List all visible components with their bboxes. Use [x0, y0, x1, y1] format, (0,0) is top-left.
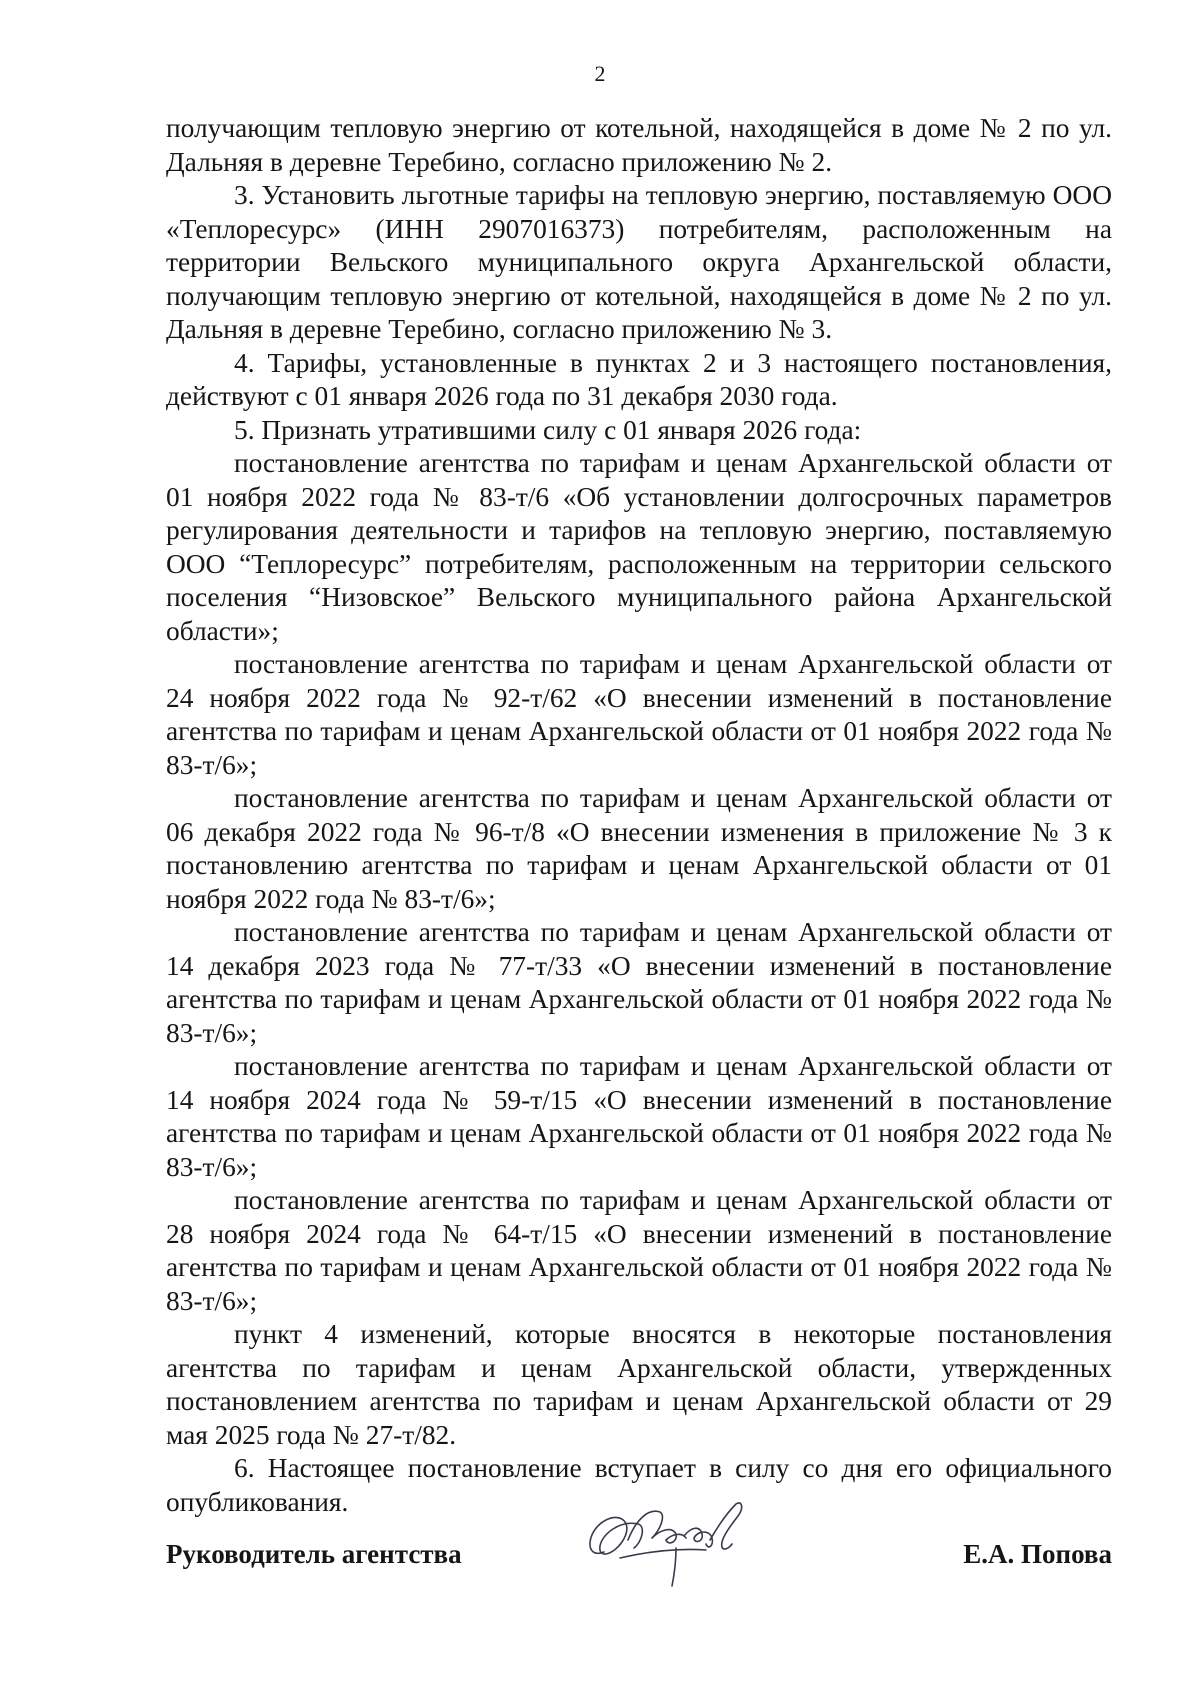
repealed-act-4: постановление агентства по тарифам и ценам Архангельской области от 14 декабря 2023 года № 77-т/33 «О внесении изменений в постановление агентства по тарифам и ценам Архангельской области от 01 ноября 2022 года № 83-т/6»;: [166, 917, 1112, 1048]
signer-title: Руководитель агентства: [166, 1539, 462, 1569]
paragraph-continuation: получающим тепловую энергию от котельной, находящейся в доме № 2 по ул. Дальняя в деревне Теребино, согласно приложению № 2.: [166, 113, 1112, 177]
repealed-act-6: постановление агентства по тарифам и ценам Архангельской области от 28 ноября 2024 года № 64-т/15 «О внесении изменений в постановление агентства по тарифам и ценам Архангельской области от 01 ноября 2022 года № 83-т/6»;: [166, 1185, 1112, 1316]
repealed-act-3: постановление агентства по тарифам и ценам Архангельской области от 06 декабря 2022 года № 96-т/8 «О внесении изменения в приложение № 3 к постановлению агентства по тарифам и ценам Архангельской области от 01 ноября 2022 года № 83-т/6»;: [166, 783, 1112, 914]
paragraph-item-3: 3. Установить льготные тарифы на тепловую энергию, поставляемую ООО «Теплоресурс» (ИНН 2907016373) потребителям, расположенным на территории Вельского муниципального округа Архангельской области, получающим тепловую энергию от котельной, находящейся в доме № 2 по ул. Дальняя в деревне Теребино, согласно приложению № 3.: [166, 180, 1112, 344]
repealed-act-1: постановление агентства по тарифам и ценам Архангельской области от 01 ноября 2022 года № 83-т/6 «Об установлении долгосрочных параметров регулирования деятельности и тарифов на тепловую энергию, поставляемую ООО “Теплоресурс” потребителям, расположенным на территории сельского поселения “Низовское” Вельского муниципального района Архангельской области»;: [166, 448, 1112, 646]
repealed-act-7: пункт 4 изменений, которые вносятся в некоторые постановления агентства по тарифам и ценам Архангельской области, утвержденных постановлением агентства по тарифам и ценам Архангельской области от 29 мая 2025 года № 27-т/82.: [166, 1319, 1112, 1450]
signer-name: Е.А. Попова: [963, 1539, 1112, 1569]
paragraph-item-5: 5. Признать утратившими силу с 01 января 2026 года:: [234, 414, 862, 445]
paragraph-item-4: 4. Тарифы, установленные в пунктах 2 и 3 настоящего постановления, действуют с 01 января 2026 года по 31 декабря 2030 года.: [166, 347, 1112, 411]
repealed-act-2: постановление агентства по тарифам и ценам Архангельской области от 24 ноября 2022 года № 92-т/62 «О внесении изменений в постановление агентства по тарифам и ценам Архангельской области от 01 ноября 2022 года № 83-т/6»;: [166, 649, 1112, 780]
page-number: 2: [594, 61, 606, 86]
handwritten-signature: [576, 1490, 756, 1590]
document-body: [166, 112, 1112, 1519]
paragraph-item-6: 6. Настоящее постановление вступает в силу со дня его официального опубликования.: [166, 1453, 1112, 1517]
signature-block: [166, 1490, 1112, 1600]
repealed-act-5: постановление агентства по тарифам и ценам Архангельской области от 14 ноября 2024 года № 59-т/15 «О внесении изменений в постановление агентства по тарифам и ценам Архангельской области от 01 ноября 2022 года № 83-т/6»;: [166, 1051, 1112, 1182]
